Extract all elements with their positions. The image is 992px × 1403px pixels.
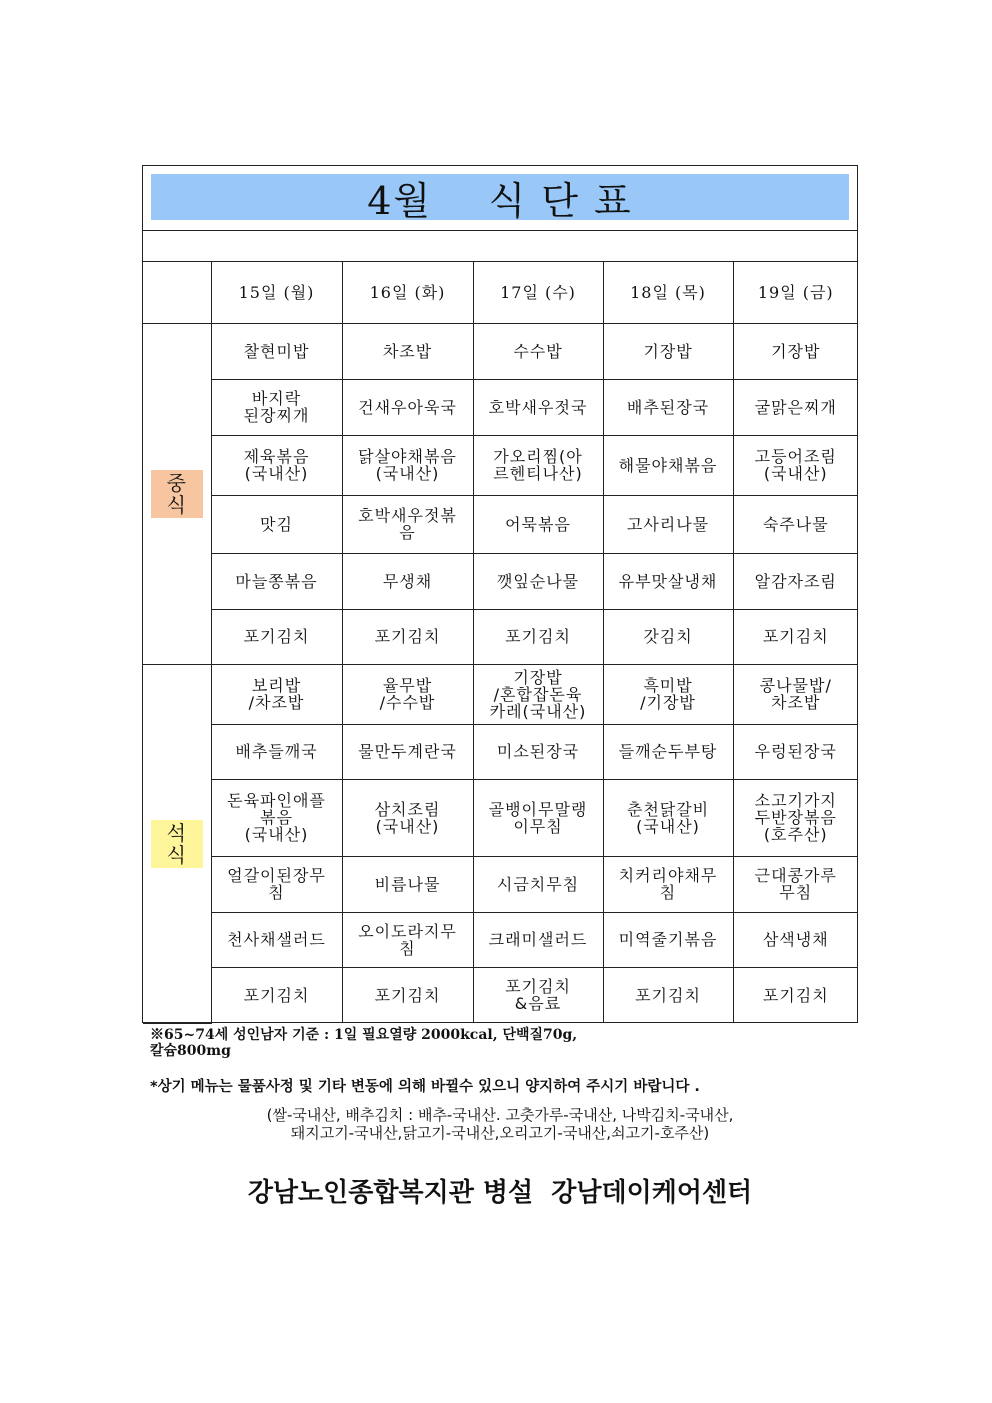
dinner-menu-item: 콩나물밥/ 차조밥 [733, 664, 858, 724]
lunch-menu-item: 해물야채볶음 [603, 435, 733, 495]
lunch-menu-item: 마늘쫑볶음 [211, 553, 342, 609]
dinner-menu-item: 오이도라지무 침 [342, 912, 473, 967]
dinner-menu-item: 포기김치 [733, 967, 858, 1023]
lunch-row [143, 609, 858, 664]
lunch-menu-item: 알감자조림 [733, 553, 858, 609]
lunch-menu-item: 숙주나물 [733, 495, 858, 553]
lunch-menu-item: 포기김치 [733, 609, 858, 664]
dinner-row [143, 967, 858, 1023]
lunch-menu-item: 제육볶음 (국내산) [211, 435, 342, 495]
dinner-label: 석 식 [151, 820, 203, 868]
footer-organization: 강남노인종합복지관 병설 강남데이케어센터 [247, 1178, 753, 1208]
day-header-tue: 16일 (화) [342, 262, 473, 323]
dinner-label-cell [143, 664, 211, 1023]
lunch-label: 중 식 [151, 470, 203, 518]
lunch-menu-item: 기장밥 [733, 323, 858, 379]
dinner-menu-item: 삼색냉채 [733, 912, 858, 967]
lunch-menu-item: 닭살야채볶음 (국내산) [342, 435, 473, 495]
lunch-menu-item: 포기김치 [473, 609, 603, 664]
dinner-menu-item: 얼갈이된장무 침 [211, 856, 342, 912]
lunch-menu-item: 포기김치 [211, 609, 342, 664]
dinner-menu-item: 크래미샐러드 [473, 912, 603, 967]
dinner-menu-item: 흑미밥 /기장밥 [603, 664, 733, 724]
dinner-menu-item: 천사채샐러드 [211, 912, 342, 967]
lunch-menu-item: 고등어조림 (국내산) [733, 435, 858, 495]
blank-row [143, 230, 857, 262]
lunch-menu-item: 갓김치 [603, 609, 733, 664]
header-row [143, 262, 858, 323]
dinner-menu-item: 시금치무침 [473, 856, 603, 912]
menu-frame [142, 165, 858, 1023]
dinner-menu-item: 비름나물 [342, 856, 473, 912]
lunch-label-cell [143, 323, 211, 664]
notice-note: *상기 메뉴는 물품사정 및 기타 변동에 의해 바뀔수 있으니 양지하여 주시기 바랍니다 . [150, 1079, 700, 1095]
day-header-fri: 19일 (금) [733, 262, 858, 323]
menu-table-body [143, 262, 858, 1023]
lunch-menu-item: 깻잎순나물 [473, 553, 603, 609]
lunch-row [143, 495, 858, 553]
day-header-thu: 18일 (목) [603, 262, 733, 323]
title-banner [151, 174, 849, 223]
lunch-row [143, 379, 858, 435]
lunch-menu-item: 포기김치 [342, 609, 473, 664]
corner-cell [143, 262, 211, 323]
dinner-menu-item: 미역줄기볶음 [603, 912, 733, 967]
lunch-row [143, 323, 858, 379]
dinner-menu-item: 물만두계란국 [342, 724, 473, 779]
lunch-menu-item: 가오리찜(아 르헨티나산) [473, 435, 603, 495]
dinner-menu-item: 치커리야채무 침 [603, 856, 733, 912]
page-title: 4월 식 단 표 [367, 178, 633, 223]
dinner-menu-item: 율무밥 /수수밥 [342, 664, 473, 724]
dinner-menu-item: 포기김치 [211, 967, 342, 1023]
lunch-menu-item: 호박새우젓국 [473, 379, 603, 435]
dinner-menu-item: 포기김치 &음료 [473, 967, 603, 1023]
lunch-row [143, 435, 858, 495]
dinner-menu-item: 돈육파인애플 볶음 (국내산) [211, 779, 342, 856]
dinner-menu-item: 미소된장국 [473, 724, 603, 779]
dinner-menu-item: 기장밥 /혼합잡돈육 카레(국내산) [473, 664, 603, 724]
dinner-menu-item: 포기김치 [603, 967, 733, 1023]
lunch-menu-item: 배추된장국 [603, 379, 733, 435]
day-header-mon: 15일 (월) [211, 262, 342, 323]
dinner-menu-item: 삼치조림 (국내산) [342, 779, 473, 856]
dinner-menu-item: 소고기가지 두반장볶음 (호주산) [733, 779, 858, 856]
lunch-menu-item: 굴맑은찌개 [733, 379, 858, 435]
dinner-menu-item: 보리밥 /차조밥 [211, 664, 342, 724]
lunch-menu-item: 고사리나물 [603, 495, 733, 553]
dinner-menu-item: 춘천닭갈비 (국내산) [603, 779, 733, 856]
dinner-row [143, 856, 858, 912]
dinner-menu-item: 골뱅이무말랭 이무침 [473, 779, 603, 856]
lunch-menu-item: 바지락 된장찌개 [211, 379, 342, 435]
lunch-menu-item: 차조밥 [342, 323, 473, 379]
lunch-menu-item: 맛김 [211, 495, 342, 553]
lunch-menu-item: 유부맛살냉채 [603, 553, 733, 609]
dinner-menu-item: 들깨순두부탕 [603, 724, 733, 779]
dinner-menu-item: 근대콩가루 무침 [733, 856, 858, 912]
dinner-menu-item: 우렁된장국 [733, 724, 858, 779]
origin-note: (쌀-국내산, 배추김치 : 배추-국내산. 고춧가루-국내산, 나박김치-국내산, 돼지고기-국내산,닭고기-국내산,오리고기-국내산,쇠고기-호주산) [266, 1106, 734, 1142]
lunch-menu-item: 수수밥 [473, 323, 603, 379]
lunch-menu-item: 어묵볶음 [473, 495, 603, 553]
lunch-menu-item: 호박새우젓볶 음 [342, 495, 473, 553]
menu-table [143, 262, 858, 1024]
dinner-row [143, 664, 858, 724]
day-header-wed: 17일 (수) [473, 262, 603, 323]
lunch-row [143, 553, 858, 609]
lunch-menu-item: 무생채 [342, 553, 473, 609]
dinner-menu-item: 포기김치 [342, 967, 473, 1023]
lunch-menu-item: 건새우아욱국 [342, 379, 473, 435]
dinner-row [143, 724, 858, 779]
dinner-row [143, 912, 858, 967]
lunch-menu-item: 찰현미밥 [211, 323, 342, 379]
nutrition-note: ※65~74세 성인남자 기준 : 1일 필요열량 2000kcal, 단백질70g, 칼슘800mg [150, 1027, 578, 1059]
dinner-row [143, 779, 858, 856]
dinner-menu-item: 배추들깨국 [211, 724, 342, 779]
lunch-menu-item: 기장밥 [603, 323, 733, 379]
